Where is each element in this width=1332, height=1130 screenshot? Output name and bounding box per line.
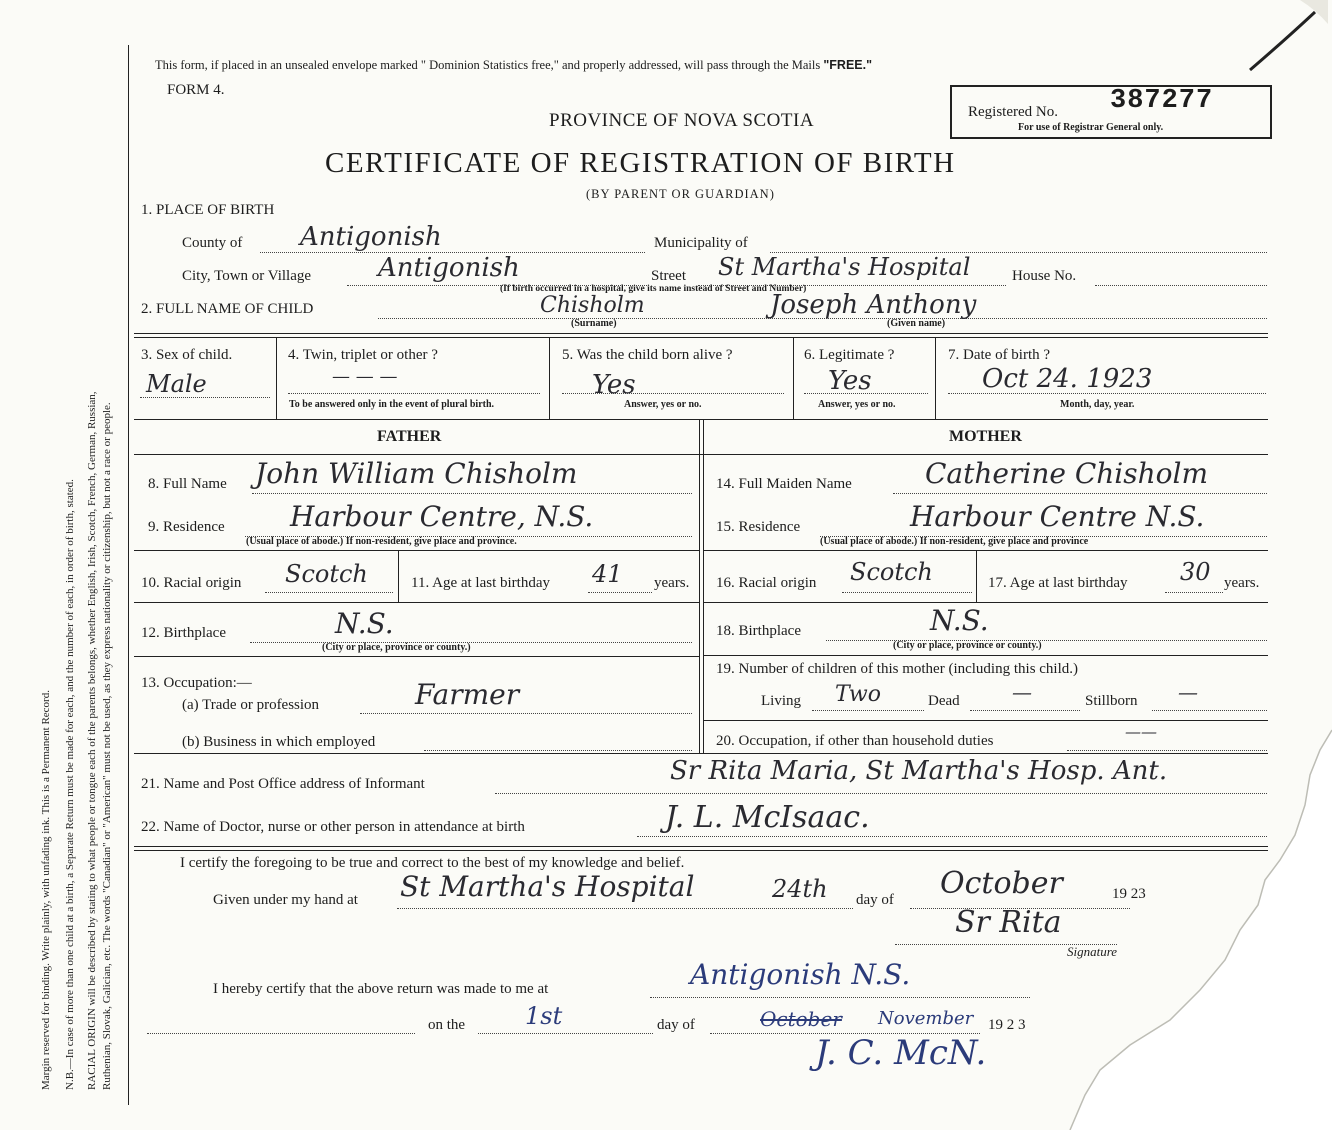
rule-father-bp [134,656,699,657]
house-label: House No. [1012,268,1077,284]
father-residence-caption: (Usual place of abode.) If non-resident, give place and province. [246,536,517,547]
mother-age-line [1165,592,1223,593]
rule-heading [134,454,1268,455]
certificate-title: CERTIFICATE OF REGISTRATION OF BIRTH [325,147,956,179]
given-year-value: 19 23 [1112,886,1146,902]
mother-name-value: Catherine Chisholm [925,457,1208,490]
divider-4-5 [549,337,550,419]
doctor-line [637,836,1267,837]
father-years-label: years. [654,575,690,591]
rule-doctor-1 [134,846,1268,847]
registrar-day-line [478,1033,653,1034]
rule-father-res [134,550,699,551]
divider-5-6 [793,337,794,419]
form-number: FORM 4. [167,82,225,98]
registered-label: Registered No. [968,104,1058,120]
mother-race-label: 16. Racial origin [716,575,817,591]
city-value: Antigonish [378,253,520,283]
legitimate-caption: Answer, yes or no. [818,399,896,410]
mother-birthplace-value: N.S. [930,604,989,637]
twin-caption: To be answered only in the event of plural birth. [289,399,495,410]
mother-name-label: 14. Full Maiden Name [716,476,852,492]
mother-name-line [893,493,1267,494]
father-age-value: 41 [592,560,623,588]
father-trade-line [360,713,692,714]
father-race-line [265,592,393,593]
rule-top-2 [134,337,1268,338]
mother-residence-label: 15. Residence [716,519,801,535]
given-under-hand-label: Given under my hand at [213,892,358,908]
born-alive-caption: Answer, yes or no. [624,399,702,410]
mother-dead-value: — [1012,680,1032,704]
legitimate-value: Yes [828,366,872,396]
place-of-birth-label: 1. PLACE OF BIRTH [141,202,275,218]
signature-label: Signature [1067,944,1118,959]
father-business-line [424,750,692,751]
twin-line [288,393,540,394]
child-surname: Chisholm [540,293,645,318]
sex-label: 3. Sex of child. [141,347,233,363]
parents-divider-2 [703,419,704,753]
certificate-subtitle: (BY PARENT OR GUARDIAN) [586,187,775,201]
given-at-line [397,908,853,909]
registrar-year-value: 19 2 3 [988,1017,1026,1033]
margin-note-nationality: Ruthenian, Slovak, Galician, etc. The words "Canadian" or "American" must not be used, as they express nationality or citizenship, but not a race or people. [101,402,113,1090]
county-value: Antigonish [300,222,442,252]
father-birthplace-label: 12. Birthplace [141,625,226,641]
mail-notice [155,58,872,73]
street-value: St Martha's Hospital [718,253,971,281]
sex-value: Male [146,370,207,398]
mail-notice-text: This form, if placed in an unsealed envelope marked " Dominion Statistics free," and properly addressed, will pass through the Mails [155,58,821,72]
divider-16-17 [976,550,977,602]
mother-dead-label: Dead [928,693,960,709]
father-name-value: John William Chisholm [255,457,578,490]
left-border [128,45,129,1105]
mother-residence-value: Harbour Centre N.S. [910,500,1205,533]
father-birthplace-value: N.S. [335,607,394,640]
twin-value: — — — [332,366,398,387]
certify-statement: I certify the foregoing to be true and correct to the best of my knowledge and belief. [180,855,685,871]
city-label: City, Town or Village [182,268,312,284]
mother-occupation-value: —— [1125,722,1157,741]
mother-living-value: Two [835,682,881,707]
father-residence-label: 9. Residence [148,519,225,535]
mother-birthplace-caption: (City or place, province or county.) [893,640,1042,651]
registrar-month-struck: October [760,1007,842,1031]
father-birthplace-caption: (City or place, province or county.) [322,642,471,653]
registrar-place-value: Antigonish N.S. [690,958,911,991]
father-race-value: Scotch [285,560,368,588]
doctor-value: J. L. McIsaac. [665,800,870,835]
mother-stillborn-label: Stillborn [1085,693,1138,709]
parents-divider-1 [699,419,700,753]
street-label: Street [651,268,686,284]
doctor-label: 22. Name of Doctor, nurse or other person in attendance at birth [141,819,525,835]
county-label: County of [182,235,243,251]
mother-heading: MOTHER [949,428,1022,445]
divider-3-4 [276,337,277,419]
dob-label: 7. Date of birth ? [948,347,1051,363]
given-name-caption: (Given name) [887,318,946,329]
divider-10-11 [398,550,399,602]
registrar-signature: J. C. McN. [815,1033,987,1073]
mother-race-value: Scotch [850,558,933,586]
mother-occupation-line [1067,750,1267,751]
mother-race-line [842,592,972,593]
mother-birthplace-label: 18. Birthplace [716,623,801,639]
father-trade-label: (a) Trade or profession [182,697,320,713]
rule-doctor-2 [134,850,1268,851]
signature-value: Sr Rita [955,905,1062,940]
registrar-day-of-label: day of [657,1017,695,1033]
margin-note-racial-origin: RACIAL ORIGIN will be described by stating to what people or tongue each of the parents belongs, whether English, Irish, Scotch, French, German, Russian, [86,391,98,1090]
registrar-statement: I hereby certify that the above return was made to me at [213,981,549,997]
father-residence-value: Harbour Centre, N.S. [290,500,594,533]
rule-father-race [134,602,699,603]
municipality-label: Municipality of [654,235,748,251]
father-heading: FATHER [377,428,442,445]
born-alive-label: 5. Was the child born alive ? [562,347,733,363]
registrar-on-the-label: on the [428,1017,466,1033]
mail-notice-free: "FREE." [823,58,873,72]
mother-stillborn-value: — [1178,680,1198,704]
child-given-name: Joseph Anthony [770,290,977,320]
father-birthplace-line [250,642,692,643]
registered-number: 387277 [1110,86,1214,116]
twin-label: 4. Twin, triplet or other ? [288,347,438,363]
rule-top-1 [134,333,1268,334]
informant-label: 21. Name and Post Office address of Informant [141,776,425,792]
rule-parents-bottom [134,753,1268,754]
mother-years-label: years. [1224,575,1260,591]
given-month-value: October [940,866,1063,901]
province-heading: PROVINCE OF NOVA SCOTIA [549,110,815,131]
father-age-line [588,592,652,593]
margin-note-multiple-births: N.B.—In case of more than one child at a birth, a Separate Return must be made for each, and the number of each, in order of birth, stated. [64,479,76,1090]
registrar-place-line [650,997,1030,998]
rule-mother-res [703,550,1268,551]
mother-living-label: Living [761,693,801,709]
dob-value: Oct 24. 1923 [982,364,1153,394]
margin-note-binding: Margin reserved for binding. Write plainly, with unfading ink. This is a Permanent Record. [40,690,52,1090]
house-line [1095,285,1267,286]
father-age-label: 11. Age at last birthday [411,575,550,591]
mother-residence-caption: (Usual place of abode.) If non-resident, give place and province [820,536,1089,547]
divider-6-7 [935,337,936,419]
rule-mother-bp [703,655,1268,656]
mother-occupation-label: 20. Occupation, if other than household duties [716,733,994,749]
father-name-label: 8. Full Name [148,476,227,492]
father-trade-value: Farmer [415,678,520,711]
father-name-line [252,493,692,494]
legitimate-label: 6. Legitimate ? [804,347,895,363]
given-at-value: St Martha's Hospital [400,870,695,903]
mother-living-line [812,710,924,711]
father-occupation-label: 13. Occupation:— [141,675,252,691]
surname-caption: (Surname) [571,318,617,329]
registrar-month-value: November [878,1008,974,1029]
rule-mother-race [703,602,1268,603]
child-name-label: 2. FULL NAME OF CHILD [141,301,314,317]
dob-caption: Month, day, year. [1060,399,1135,410]
hospital-note: (If birth occurred in a hospital, give its name instead of Street and Number) [500,284,807,294]
mother-children-label: 19. Number of children of this mother (including this child.) [716,661,1079,677]
informant-line [495,793,1267,794]
registrar-note: For use of Registrar General only. [1018,122,1164,133]
mother-dead-line [970,710,1080,711]
father-race-label: 10. Racial origin [141,575,242,591]
mother-age-label: 17. Age at last birthday [988,575,1128,591]
registrar-left-line [147,1033,415,1034]
informant-value: Sr Rita Maria, St Martha's Hosp. Ant. [670,756,1168,786]
rule-mother-children [703,720,1268,721]
registrar-day-value: 1st [525,1002,563,1030]
born-alive-value: Yes [592,370,636,400]
father-business-label: (b) Business in which employed [182,734,376,750]
given-day-value: 24th [772,875,828,903]
rule-row3-bottom [134,419,1268,420]
mother-age-value: 30 [1180,558,1211,586]
mother-stillborn-line [1152,710,1267,711]
given-day-of-label: day of [856,892,894,908]
